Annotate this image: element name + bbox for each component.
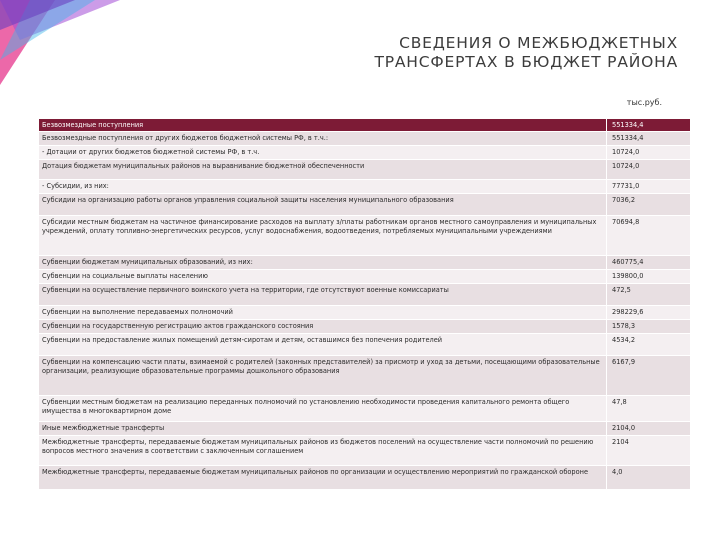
row-value: 551334,4 [607,132,691,146]
row-label: Субвенции бюджетам муниципальных образований, из них: [39,256,607,270]
row-label: Субсидии на организацию работы органов управления социальной защиты населения муниципального образования [39,194,607,216]
table-header-row [39,119,691,132]
table-row [39,284,691,306]
row-label: Межбюджетные трансферты, передаваемые бюджетам муниципальных районов по организации и осуществлению мероприятий по гражданской обороне [39,466,607,490]
table-row [39,132,691,146]
row-value: 1578,3 [607,320,691,334]
row-value: 10724,0 [607,160,691,180]
row-value: 460775,4 [607,256,691,270]
table-row [39,396,691,422]
row-label: Субвенции местным бюджетам на реализацию переданных полномочий по установлению необходимости проведения капитального ремонта общего имущества в многоквартирном доме [39,396,607,422]
table-row [39,194,691,216]
row-value: 139800,0 [607,270,691,284]
table-row [39,256,691,270]
row-value: 472,5 [607,284,691,306]
table-row [39,356,691,396]
table-row [39,180,691,194]
table-row [39,146,691,160]
header-label: Безвозмездные поступления [39,119,607,132]
header-value: 551334,4 [607,119,691,132]
row-label: - Субсидии, из них: [39,180,607,194]
row-value: 2104,0 [607,422,691,436]
row-label: Субсидии местным бюджетам на частичное финансирование расходов на выплату з/платы работникам органов местного самоуправления и муниципальных учреждений, оплату топливно-энергетических ресурсов, услуг водоснабжения, водоотведения, потребляемых муниципальными учреждениями [39,216,607,256]
row-value: 298229,6 [607,306,691,320]
row-label: Межбюджетные трансферты, передаваемые бюджетам муниципальных районов из бюджетов поселений на осуществление части полномочий по решению вопросов местного значения в соответствии с заключенным соглашением [39,436,607,466]
table-row [39,436,691,466]
decorative-corner-shapes [0,0,130,110]
table-row [39,334,691,356]
row-label: Субвенции на социальные выплаты населению [39,270,607,284]
table-row [39,466,691,490]
table-row [39,216,691,256]
row-value: 47,8 [607,396,691,422]
row-label: Субвенции на предоставление жилых помещений детям-сиротам и детям, оставшимся без попечения родителей [39,334,607,356]
table-row [39,270,691,284]
row-value: 4,0 [607,466,691,490]
row-label: Субвенции на компенсацию части платы, взимаемой с родителей (законных представителей) за присмотр и уход за детьми, посещающими образовательные организации, реализующие образовательные программы дошкольного образования [39,356,607,396]
table-row [39,320,691,334]
slide-title: СВЕДЕНИЯ О МЕЖБЮДЖЕТНЫХ ТРАНСФЕРТАХ В БЮДЖЕТ РАЙОНА [374,34,678,71]
row-label: Безвозмездные поступления от других бюджетов бюджетной системы РФ, в т.ч.: [39,132,607,146]
transfers-table [38,118,691,490]
table-row [39,160,691,180]
row-value: 70694,8 [607,216,691,256]
row-label: Субвенции на государственную регистрацию актов гражданского состояния [39,320,607,334]
row-value: 6167,9 [607,356,691,396]
row-value: 4534,2 [607,334,691,356]
row-label: Субвенции на выполнение передаваемых полномочий [39,306,607,320]
row-label: Субвенции на осуществление первичного воинского учета на территории, где отсутствуют военные комиссариаты [39,284,607,306]
row-label: Иные межбюджетные трансферты [39,422,607,436]
table-row [39,422,691,436]
row-value: 77731,0 [607,180,691,194]
row-value: 7036,2 [607,194,691,216]
row-value: 10724,0 [607,146,691,160]
row-label: Дотация бюджетам муниципальных районов на выравнивание бюджетной обеспеченности [39,160,607,180]
row-value: 2104 [607,436,691,466]
row-label: - Дотации от других бюджетов бюджетной системы РФ, в т.ч. [39,146,607,160]
table-row [39,306,691,320]
unit-label: тыс.руб. [626,98,662,107]
